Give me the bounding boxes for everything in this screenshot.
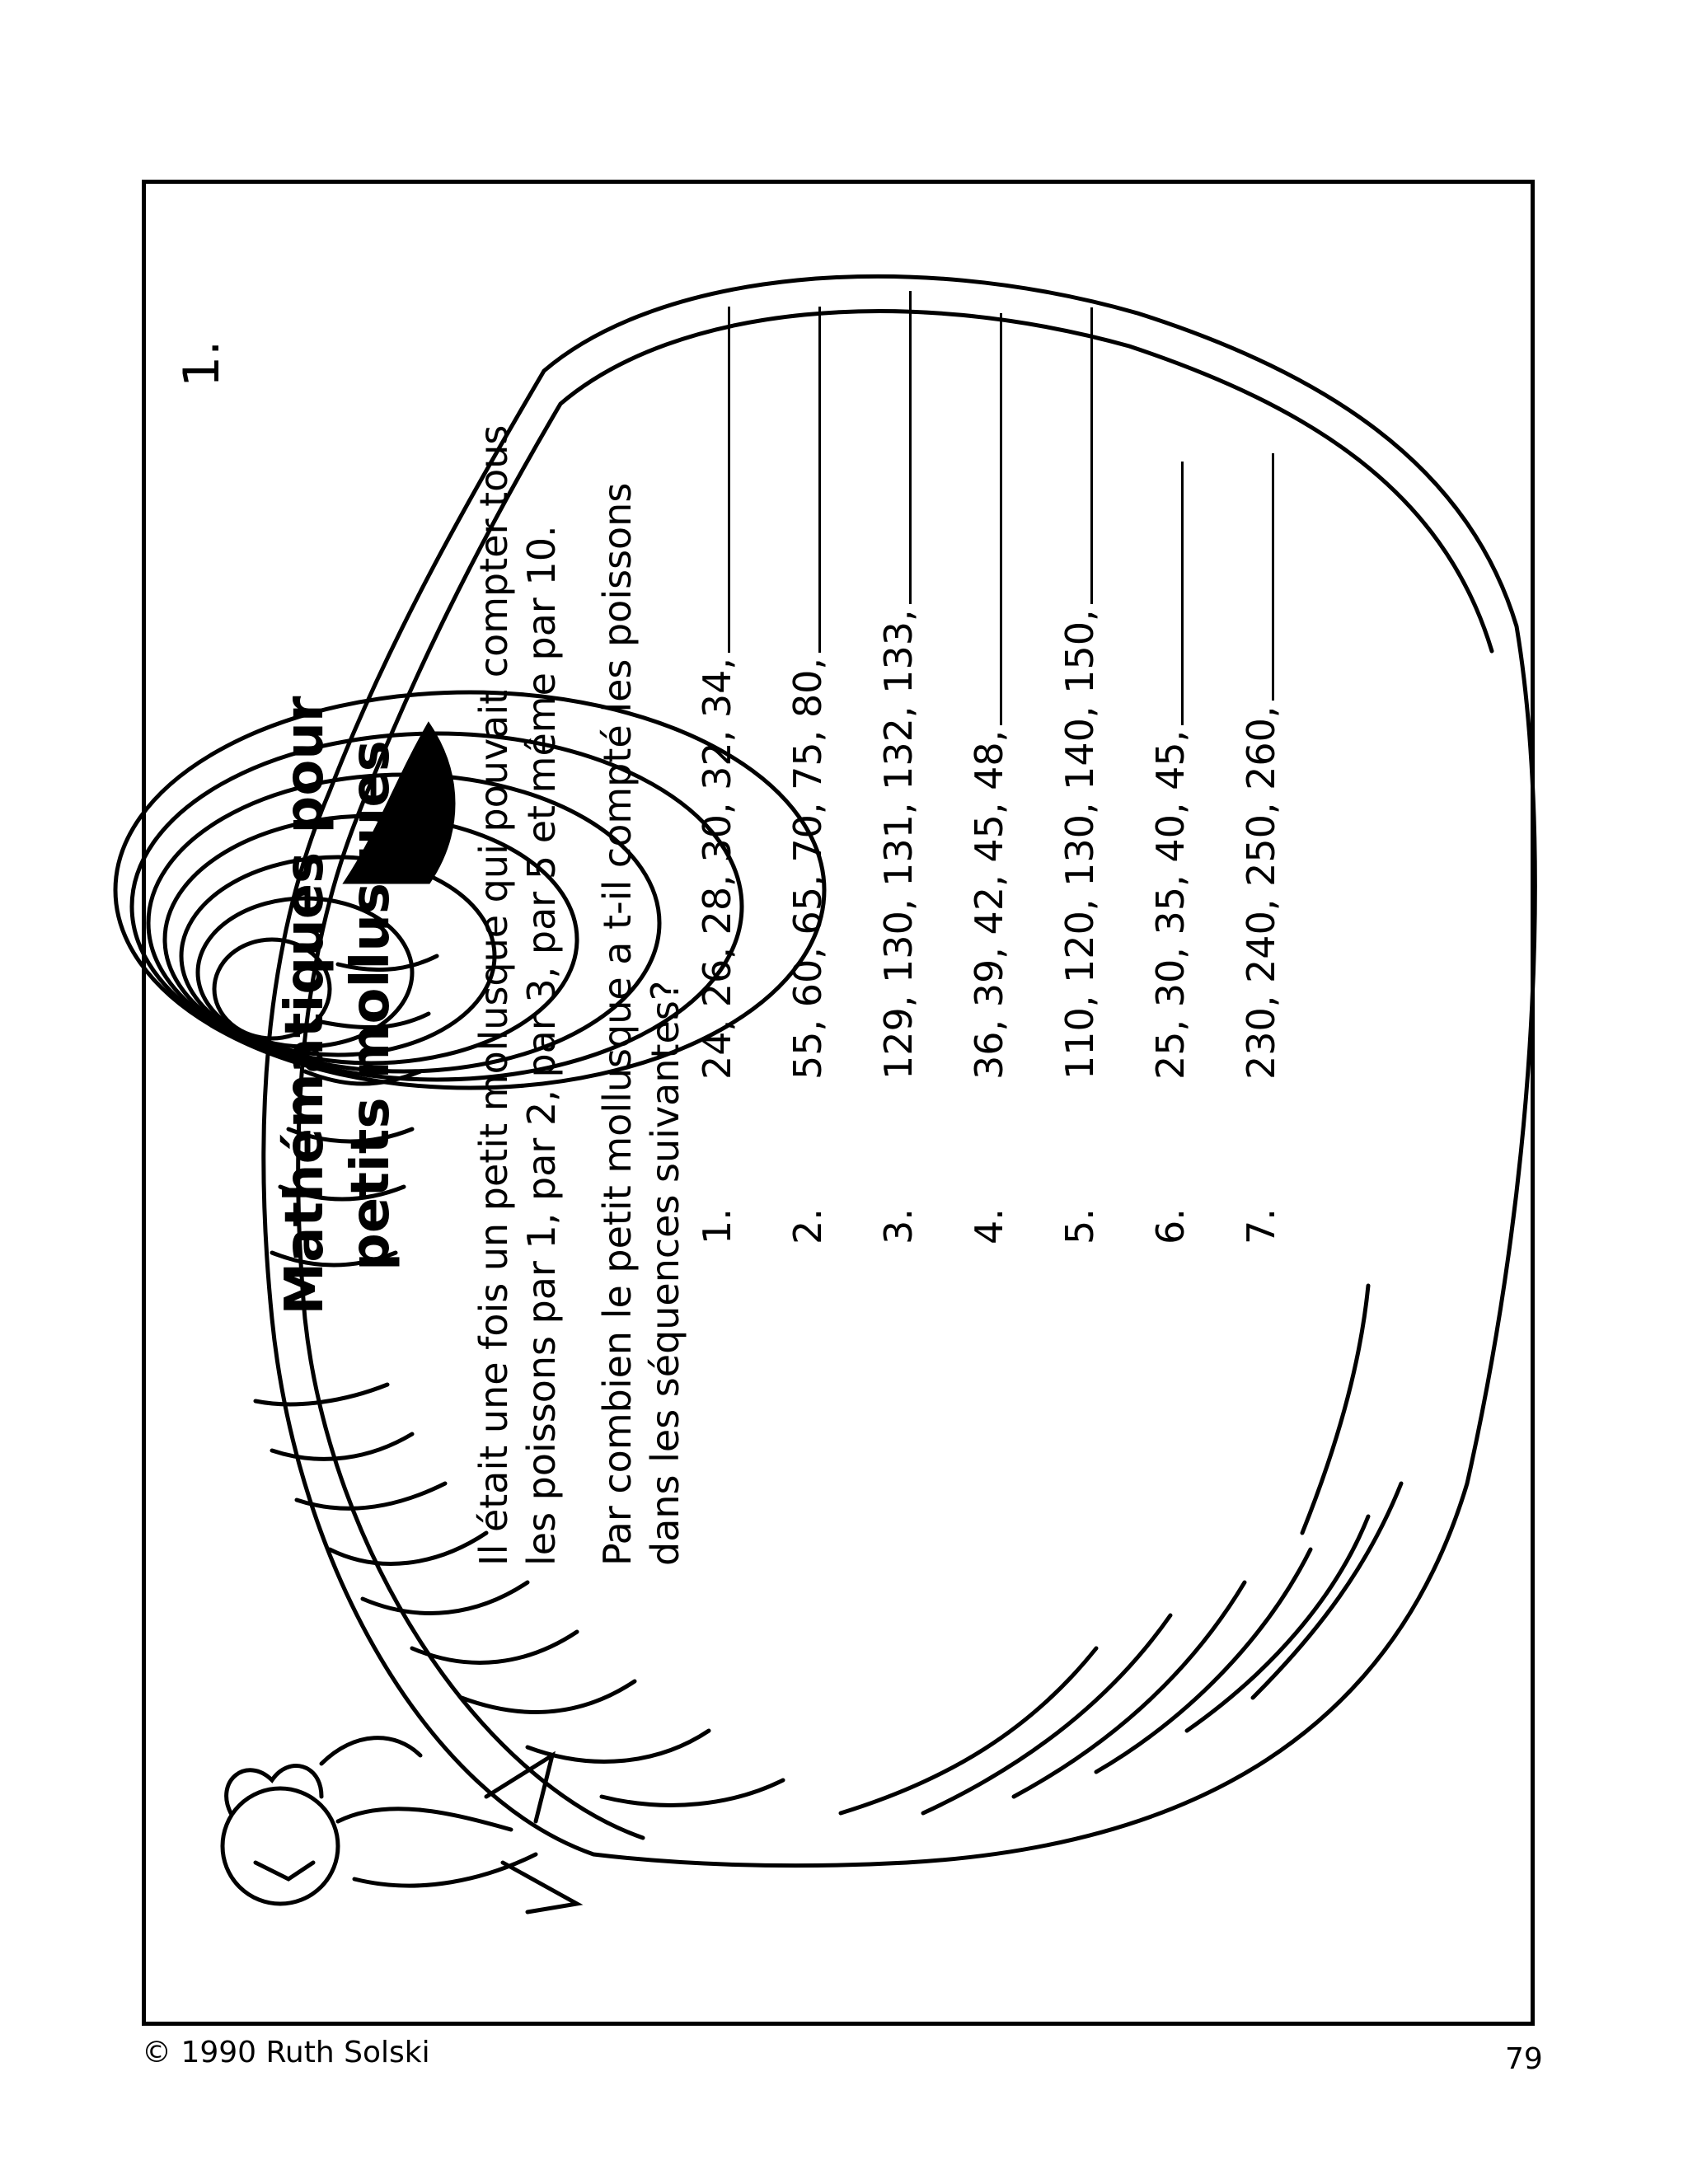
item-number: 4. [967,1208,1011,1244]
item-number: 7. [1239,1208,1283,1244]
worksheet-title [272,511,404,1500]
page-number: 79 [1505,2042,1543,2076]
worksheet-number: 1. [173,340,231,387]
question-text: Par combien le petit mollusque a t-il compté les poissons dans les séquences suivantes? [595,482,687,1566]
worksheet-content [148,181,1533,2011]
answer-line[interactable] [789,307,821,653]
sequence-item [964,313,1014,1244]
copyright-notice: © 1990 Ruth Solski [142,2036,430,2069]
sequence-item [1236,453,1286,1244]
item-sequence: 230, 240, 250, 260, [1239,705,1283,1080]
item-number: 5. [1057,1208,1102,1244]
answer-line[interactable] [1061,307,1093,604]
title-line-1: Mathématiques pour [274,696,335,1315]
answer-line[interactable] [1242,453,1274,701]
item-sequence: 129, 130, 131, 132, 133, [876,609,921,1080]
item-sequence: 24, 26, 28, 30, 32, 34, [695,657,739,1080]
sequence-item [1055,307,1104,1244]
item-sequence: 55, 60, 65, 70, 75, 80, [785,657,830,1080]
answer-line[interactable] [698,307,730,653]
item-number: 3. [876,1208,921,1244]
item-number: 6. [1148,1208,1193,1244]
answer-line[interactable] [970,313,1002,725]
answer-line[interactable] [1151,462,1184,725]
sequence-item [692,307,742,1244]
item-sequence: 110, 120, 130, 140, 150, [1057,609,1102,1080]
answer-line[interactable] [879,291,912,604]
sequence-item [874,291,923,1244]
item-number: 1. [695,1208,739,1244]
item-sequence: 25, 30, 35, 40, 45, [1148,729,1193,1080]
item-number: 2. [785,1208,830,1244]
item-sequence: 36, 39, 42, 45, 48, [967,729,1011,1080]
sequence-item [1146,462,1195,1244]
sequence-item [783,307,832,1244]
intro-text: Il était une fois un petit mollusque qui pouvait compter tous les poissons par 1, par 2, par 3, par 5 et même par 10. [471,424,564,1566]
title-line-2: petits mollusques [340,740,401,1271]
